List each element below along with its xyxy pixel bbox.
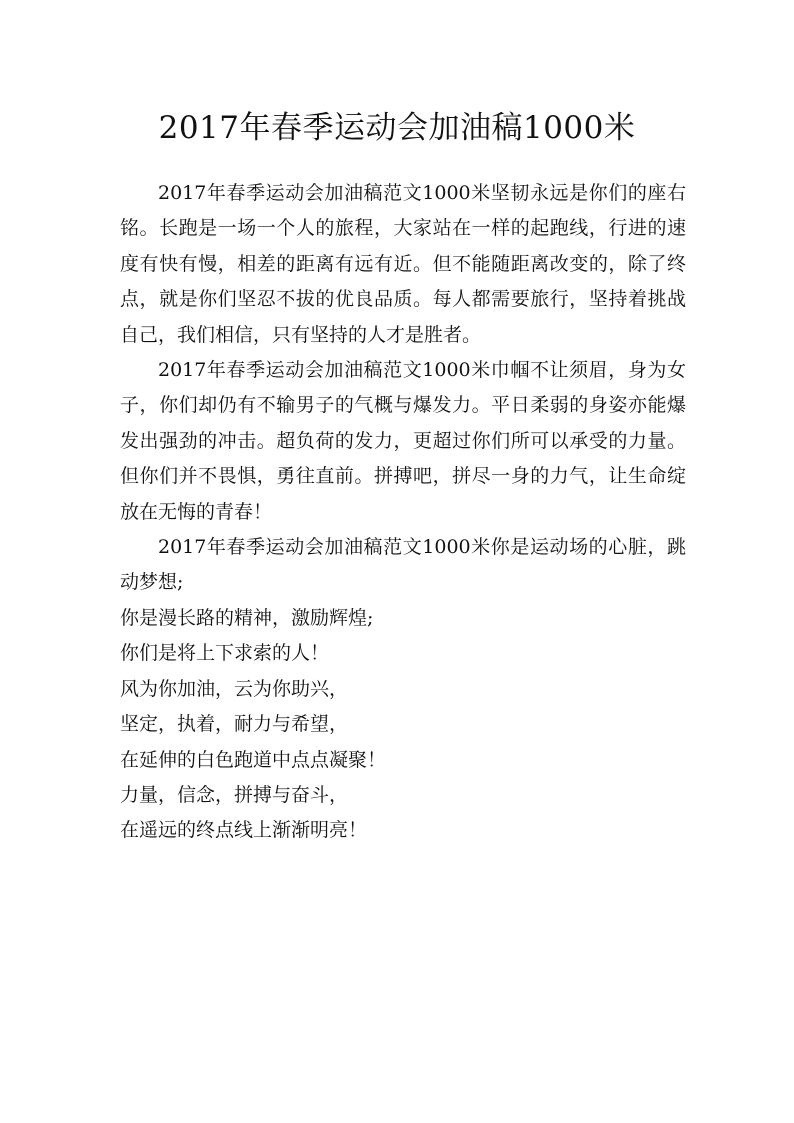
paragraph-1: 2017年春季运动会加油稿范文1000米坚韧永远是你们的座右铭。长跑是一场一个人的旅程，大家站在一样的起跑线，行进的速度有快有慢，相差的距离有远有近。但不能随距离改变的，除了终点，就是你们坚忍不拔的优良品质。每人都需要旅行，坚持着挑战自己，我们相信，只有坚持的人才是胜者。 (120, 182, 686, 346)
poem-line-1: 你是漫长路的精神，激励辉煌; (120, 606, 374, 629)
poem-line-7: 在遥远的终点线上渐渐明亮！ (120, 819, 368, 842)
page-title: 2017年春季运动会加油稿1000米 (158, 110, 636, 146)
paragraph-2: 2017年春季运动会加油稿范文1000米巾帼不让须眉，身为女子，你们却仍有不输男子的气概与爆发力。平日柔弱的身姿亦能爆发出强劲的冲击。超负荷的发力，更超过你们所可以承受的力量。但你们并不畏惧，勇往直前。拼搏吧，拼尽一身的力气，让生命绽放在无悔的青春！ (120, 359, 686, 523)
poem-line-2: 你们是将上下求索的人！ (120, 642, 330, 665)
poem-line-4: 坚定，执着，耐力与希望， (120, 713, 349, 736)
poem-line-5: 在延伸的白色跑道中点点凝聚！ (120, 748, 387, 771)
poem-line-3: 风为你加油，云为你助兴， (120, 677, 349, 700)
document-body (120, 176, 686, 849)
paragraph-3: 2017年春季运动会加油稿范文1000米你是运动场的心脏，跳动梦想; (120, 536, 686, 594)
poem-line-6: 力量，信念，拼搏与奋斗， (120, 783, 349, 806)
